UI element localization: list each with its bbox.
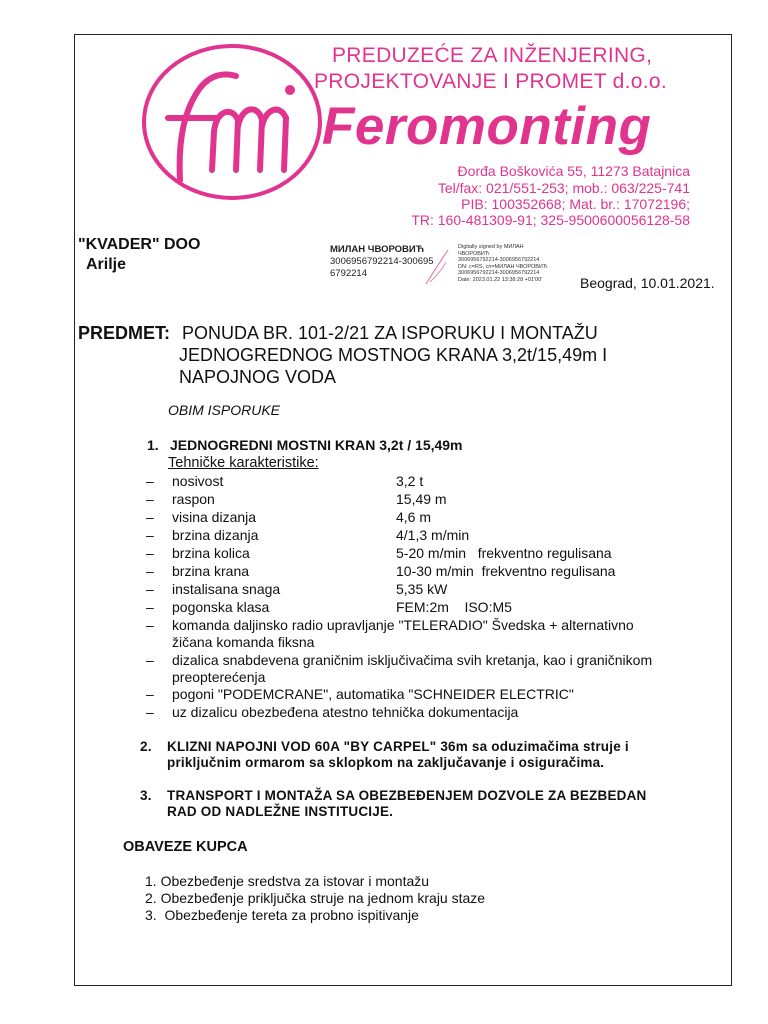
- note-line: komanda daljinsko radio upravljanje "TELERADIO" Švedska + alternativno: [172, 617, 634, 633]
- spec-value: 4/1,3 m/min: [396, 527, 470, 543]
- obligation-item: 1. Obezbeđenje sredstva za istovar i montažu: [145, 873, 430, 889]
- spec-value: 5,35 kW: [396, 581, 448, 597]
- signature-id-line2: 6792214: [330, 268, 367, 279]
- note-line-continuation: preopterećenja: [172, 669, 266, 685]
- company-ids: PIB: 100352668; Mat. br.: 17072196;: [461, 196, 690, 212]
- spec-dash: –: [146, 509, 154, 525]
- obligations-title: OBAVEZE KUPCA: [123, 839, 248, 855]
- scope-title: OBIM ISPORUKE: [168, 402, 281, 418]
- company-phone: Tel/fax: 021/551-253; mob.: 063/225-741: [437, 180, 690, 196]
- spec-dash: –: [146, 545, 154, 561]
- note-line: dizalica snabdevena graničnim isključivačima svih kretanja, kao i graničnikom: [172, 652, 653, 668]
- document-date: Beograd, 10.01.2021.: [580, 275, 715, 291]
- section3-line2: RAD OD NADLEŽNE INSTITUCIJE.: [167, 804, 394, 819]
- signature-digital-line2: 3006956792214-3006956792214: [458, 257, 540, 264]
- note-dash: –: [146, 686, 154, 702]
- company-accounts: TR: 160-481309-91; 325-9500600056128-58: [411, 212, 690, 228]
- signature-digital-line1: Digitally signed by МИЛАН ЧВОРОВИЋ: [458, 244, 524, 257]
- spec-dash: –: [146, 527, 154, 543]
- spec-name: instalisana snaga: [172, 581, 281, 597]
- note-line: uz dizalicu obezbeđena atestno tehnička dokumentacija: [172, 704, 519, 720]
- spec-dash: –: [146, 581, 154, 597]
- spec-value: 15,49 m: [396, 491, 447, 507]
- spec-value: 10-30 m/min frekventno regulisana: [396, 563, 616, 579]
- subject-label: PREDMET:: [78, 323, 171, 343]
- subject-line3: NAPOJNOG VODA: [179, 367, 337, 387]
- note-dash: –: [146, 652, 154, 668]
- company-brand-name: Feromonting: [322, 97, 652, 156]
- subject-line1: PONUDA BR. 101-2/21 ZA ISPORUKU I MONTAŽU: [182, 323, 598, 343]
- section1-number: 1.: [147, 437, 159, 453]
- signature-id-line1: 3006956792214-300695: [330, 256, 434, 267]
- signature-scribble-icon: [418, 244, 458, 288]
- company-address: Đorđa Boškovića 55, 11273 Batajnica: [457, 163, 690, 179]
- section2-number: 2.: [140, 739, 152, 754]
- section1-subheading: Tehničke karakteristike:: [168, 455, 319, 471]
- spec-value: 3,2 t: [396, 473, 424, 489]
- spec-name: pogonska klasa: [172, 599, 270, 615]
- signature-digital-line3: DN: c=RS, cn=МИЛАН ЧВОРОВИЋ: [458, 263, 548, 270]
- spec-name: visina dizanja: [172, 509, 257, 525]
- spec-dash: –: [146, 563, 154, 579]
- spec-name: brzina krana: [172, 563, 250, 579]
- recipient-name: "KVADER" DOO: [78, 236, 201, 253]
- note-dash: –: [146, 617, 154, 633]
- section3-number: 3.: [140, 788, 152, 803]
- company-descriptor-line2: PROJEKTOVANJE I PROMET d.o.o.: [314, 70, 667, 93]
- obligation-item: 3. Obezbeđenje tereta za probno ispitivanje: [145, 907, 419, 923]
- spec-name: brzina kolica: [172, 545, 250, 561]
- obligation-item: 2. Obezbeđenje priključka struje na jednom kraju staze: [145, 890, 486, 906]
- signature-name: МИЛАН ЧВОРОВИЋ: [330, 244, 425, 255]
- spec-value: 4,6 m: [396, 509, 432, 525]
- spec-name: brzina dizanja: [172, 527, 259, 543]
- digital-signature: [330, 244, 550, 294]
- spec-name: nosivost: [172, 473, 224, 489]
- subject-line2: JEDNOGREDNOG MOSTNOG KRANA 3,2t/15,49m I: [179, 345, 608, 365]
- section3-line1: TRANSPORT I MONTAŽA SA OBEZBEĐENJEM DOZVOLE ZA BEZBEDAN: [167, 788, 647, 803]
- spec-dash: –: [146, 473, 154, 489]
- signature-digital-line5: Date: 2023.01.22 13:38:28 +01'00': [458, 276, 543, 283]
- note-line: pogoni "PODEMCRANE", automatika "SCHNEIDER ELECTRIC": [172, 686, 574, 702]
- section2-line2: priključnim ormarom sa sklopkom na zaključavanje i osiguračima.: [167, 755, 605, 770]
- note-line-continuation: žičana komanda fiksna: [172, 634, 315, 650]
- section2-line1: KLIZNI NAPOJNI VOD 60A "BY CARPEL" 36m sa oduzimačima struje i: [167, 739, 629, 754]
- signature-digital-line4: 3006956792214-3006956792214: [458, 270, 540, 277]
- spec-name: raspon: [172, 491, 215, 507]
- note-dash: –: [146, 704, 154, 720]
- recipient-city: Arilje: [86, 256, 127, 273]
- spec-value: FEM:2m ISO:M5: [396, 599, 512, 615]
- spec-dash: –: [146, 599, 154, 615]
- company-descriptor-line1: PREDUZEĆE ZA INŽENJERING,: [332, 44, 653, 67]
- company-logo: [140, 40, 325, 205]
- spec-value: 5-20 m/min frekventno regulisana: [396, 545, 612, 561]
- spec-dash: –: [146, 491, 154, 507]
- section1-title: JEDNOGREDNI MOSTNI KRAN 3,2t / 15,49m: [170, 437, 463, 453]
